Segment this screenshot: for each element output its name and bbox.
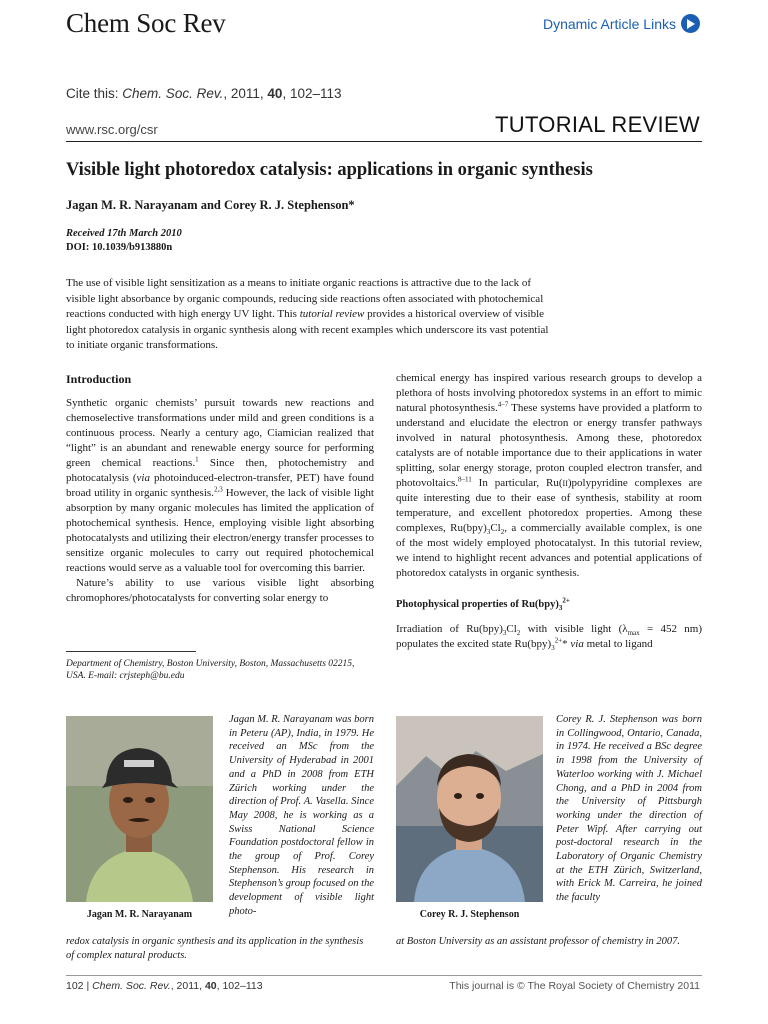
sub-2: 2 xyxy=(500,528,505,537)
lambda-max: max xyxy=(627,629,640,638)
footer-page: 102 xyxy=(66,980,84,992)
intro-p1-b: Since then, photochemistry and photocatalysis ( xyxy=(66,457,374,484)
abstract-text-a: The use of visible light sensitization as a means to initiate organic reactions is attractive due to the lack of visible light absorbance by organic compounds, reducing side reactions often associated with photochemical reactions conducted with high energy UV light. This xyxy=(66,277,544,320)
intro-p1-d: However, the lack of visible light absorption by many organic molecules has limited the application of photochemical synthesis. Hence, employing visible light absorbing photocatalysts and utilizing their electron/energy transfer processes to sensitize organic molecules to carry out required photochemical reactions would serve as a valuable tool for overcoming this barrier. xyxy=(66,487,374,574)
cite-prefix: Cite this: xyxy=(66,86,119,101)
footer-copyright: This journal is © The Royal Society of Chemistry 2011 xyxy=(449,980,700,992)
right-column xyxy=(396,371,702,652)
cite-journal: Chem. Soc. Rev. xyxy=(122,86,224,101)
intro-heading: Introduction xyxy=(66,372,132,386)
footer-year: , 2011, xyxy=(170,980,205,992)
intro-paragraph-1 xyxy=(66,396,374,576)
footer-pages: , 102–113 xyxy=(216,980,263,992)
author2-bio-continued: at Boston University as an assistant professor of chemistry in 2007. xyxy=(396,936,680,947)
author1-caption: Jagan M. R. Narayanam xyxy=(86,909,193,920)
ref-8-11[interactable]: 8–11 xyxy=(458,475,472,484)
abstract xyxy=(66,276,558,354)
author1-photo xyxy=(66,716,213,902)
p2-sub-2: 2 xyxy=(516,629,521,638)
right-p2-f: metal to ligand xyxy=(583,638,653,650)
footer-volume: 40 xyxy=(204,980,217,992)
header-rule xyxy=(66,141,702,142)
footer-journal: Chem. Soc. Rev. xyxy=(92,980,171,992)
right-p2-c: with visible light (λ xyxy=(520,623,628,635)
article-type: TUTORIAL REVIEW xyxy=(495,112,700,137)
p2-sub-3: 3 xyxy=(551,644,555,653)
p2-sub-1: 3 xyxy=(502,629,507,638)
journal-name: Chem Soc Rev xyxy=(66,8,226,38)
subheading-sub: 3 xyxy=(558,604,563,613)
footer-rule xyxy=(66,975,702,976)
received-date: Received 17th March 2010 xyxy=(66,228,182,239)
affiliation: Department of Chemistry, Boston University, Boston, Massachusetts 02215, USA. E-mail: crjsteph@bu.edu xyxy=(66,659,355,681)
photophysical-heading xyxy=(396,597,702,612)
intro-via: via xyxy=(136,472,150,484)
author1-bio: Jagan M. R. Narayanam was born in Peteru (AP), India, in 1979. He received an MSc from the University of Hyderabad in 2001 and a PhD in 2008 from ETH Zürich working under the direction of Prof. A. Vasella. Since May 2008, he is working as a Swiss National Science Foundation postdoctoral fellow in the group of Prof. Corey Stephenson. His research in Stephenson’s group focused on the development of visible light photo- xyxy=(229,714,374,917)
right-p2-a: Irradiation of Ru(bpy) xyxy=(396,623,503,635)
p2-sup: 2+ xyxy=(554,636,563,645)
right-p2-b: Cl xyxy=(506,623,517,635)
subheading-text: Photophysical properties of Ru(bpy) xyxy=(396,599,559,610)
right-p2-d: = 452 nm) populates the excited state Ru(bpy) xyxy=(396,623,702,650)
author1-bio-continued: redox catalysis in organic synthesis and its application in the synthesis of complex natural products. xyxy=(66,936,364,961)
play-arrow-icon xyxy=(681,14,700,33)
doi[interactable]: DOI: 10.1039/b913880n xyxy=(66,242,173,253)
right-paragraph-1 xyxy=(396,371,702,581)
intro-paragraph-2: Nature’s ability to use various visible light absorbing chromophores/photocatalysts for converting solar energy to xyxy=(66,577,374,604)
right-p1-a: chemical energy has inspired various research groups to develop a plethora of hosts involving photoredox systems in an effort to mimic natural photosynthesis. xyxy=(396,372,702,414)
right-p1-b: These systems have provided a platform to understand and elucidate the electron or energy transfer pathways involved in natural photosynthesis. Among these, photoredox catalysts are of notable importance due to their applications in water splitting, solar energy storage, proton coupled electron transfer, and photovoltaics. xyxy=(396,402,702,489)
right-p1-f: , a commercially available complex, is one of the most widely employed photocatalyst. In this tutorial review, we intend to highlight recent advances and potential applications of photoredox catalysts in organic synthesis. xyxy=(396,522,702,579)
abstract-text-b: provides a historical overview of visible light photoredox catalysis in organic synthesis along with recent examples which underscore its vast potential to initiate organic transformations. xyxy=(66,308,549,351)
right-via: via xyxy=(570,638,584,650)
ref-4-7[interactable]: 4–7 xyxy=(497,400,509,409)
right-p1-e: Cl xyxy=(490,522,501,534)
author2-photo xyxy=(396,716,543,902)
citation-line xyxy=(66,86,342,101)
cite-year: , 2011, xyxy=(223,86,264,101)
abstract-em: tutorial review xyxy=(299,308,365,320)
journal-url[interactable]: www.rsc.org/csr xyxy=(66,122,158,137)
cite-pages: , 102–113 xyxy=(282,86,342,101)
right-p1-c: In particular, Ru( xyxy=(471,477,563,489)
left-column xyxy=(66,372,374,606)
intro-p1-c: photoinduced-electron-transfer, PET) have found broad utility in organic synthesis. xyxy=(66,472,374,499)
article-authors: Jagan M. R. Narayanam and Corey R. J. Stephenson* xyxy=(66,198,355,212)
right-paragraph-2 xyxy=(396,622,702,652)
article-title: Visible light photoredox catalysis: applications in organic synthesis xyxy=(66,160,593,180)
dynamic-article-links[interactable] xyxy=(543,14,700,33)
oxidation-state: II xyxy=(562,479,568,488)
affiliation-rule xyxy=(66,651,196,652)
right-p2-e: * xyxy=(562,638,571,650)
footer-citation xyxy=(66,980,263,992)
ref-2-3[interactable]: 2,3 xyxy=(213,485,223,494)
cite-volume: 40 xyxy=(267,86,283,101)
right-p1-d: )polypyridine complexes are quite interesting due to their ease of synthesis, stability at room temperature, and excellent photoredox properties. Among these complexes, Ru(bpy) xyxy=(396,477,702,534)
dynamic-links-label: Dynamic Article Links xyxy=(542,15,676,32)
footer-sep: | xyxy=(83,980,93,992)
intro-p1-a: Synthetic organic chemists’ pursuit towards new reactions and chemoselective transformations under mild and green conditions is a continuous process. Nearly a century ago, Ciamician realized that “light” is an abundant and renewable energy source for performing green chemical reactions. xyxy=(66,397,374,469)
ref-1[interactable]: 1 xyxy=(195,455,199,464)
sub-3: 3 xyxy=(486,528,491,537)
author2-caption: Corey R. J. Stephenson xyxy=(419,909,520,920)
subheading-sup: 2+ xyxy=(562,596,570,605)
author2-bio: Corey R. J. Stephenson was born in Collingwood, Ontario, Canada, in 1974. He received a BSc degree in 1998 from the University of Waterloo working with J. Michael Chong, and a PhD in 2004 from the University of Pittsburgh working under the direction of Peter Wipf. After carrying out post-doctoral research in the Laboratory of Organic Chemistry at the ETH Zürich, Switzerland, with Erick M. Carreira, he joined the faculty xyxy=(556,714,702,904)
